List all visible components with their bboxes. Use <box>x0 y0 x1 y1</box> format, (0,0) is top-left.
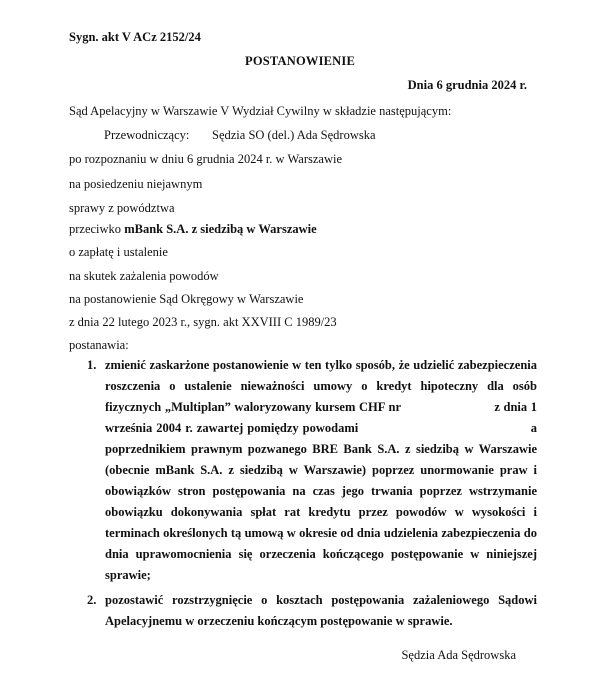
subject-line: o zapłatę i ustalenie <box>69 245 168 259</box>
case-line: sprawy z powództwa <box>69 201 175 215</box>
list-item-number: 1. <box>87 358 97 372</box>
against-party: mBank S.A. z siedzibą w Warszawie <box>124 222 317 236</box>
against-prefix: przeciwko <box>69 222 125 236</box>
list-item-text: zmienić zaskarżone postanowienie w ten tylko sposób, że udzielić zabezpieczenia roszczenia o ustalenie nieważności umowy o kredyt hipoteczny dla osób fizycznych „Multiplan” waloryzowany kursem CHF nr z dnia 1 września 2004 r. zawartej pomiędzy powodami a poprzednikiem prawnym pozwanego BRE Bank S.A. z siedzibą w Warszawie (obecnie mBank S.A. z siedzibą w Warszawie) poprzez unormowanie praw i obowiązków stron postępowania na czas jego trwania poprzez wstrzymanie obowiązku dokonywania spłat rat kredytu przez powodów w wysokości i terminach określonych tą umową w okresie od dnia udzielenia zabezpieczenia do dnia uprawomocnienia się orzeczenia kończącego postępowanie w niniejszej sprawie; <box>105 358 541 582</box>
decision-date-line: z dnia 22 lutego 2023 r., sygn. akt XXVIII C 1989/23 <box>69 315 337 329</box>
presiding-label: Przewodniczący: <box>104 128 190 142</box>
judge-signature: Sędzia Ada Sędrowska <box>401 648 516 662</box>
list-item <box>69 355 541 586</box>
document-title: POSTANOWIENIE <box>244 54 356 68</box>
list-item <box>69 590 537 632</box>
court-line: Sąd Apelacyjny w Warszawie V Wydział Cywilny w składzie następującym: <box>69 104 452 118</box>
document-date: Dnia 6 grudnia 2024 r. <box>407 78 527 92</box>
list-item-text: pozostawić rozstrzygnięcie o kosztach postępowania zażaleniowego Sądowi Apelacyjnemu w orzeczeniu kończącym postępowanie w sprawie. <box>105 593 537 628</box>
decision-ref-line: na postanowienie Sąd Okręgowy w Warszawie <box>69 292 304 306</box>
appeal-line: na skutek zażalenia powodów <box>69 269 219 283</box>
list-item-number: 2. <box>87 593 97 607</box>
session-line: na posiedzeniu niejawnym <box>69 177 203 191</box>
review-line: po rozpoznaniu w dniu 6 grudnia 2024 r. w Warszawie <box>69 152 343 166</box>
case-signature: Sygn. akt V ACz 2152/24 <box>69 30 201 44</box>
rules-line: postanawia: <box>69 338 129 352</box>
against-line <box>69 222 317 237</box>
presiding-name: Sędzia SO (del.) Ada Sędrowska <box>212 128 376 142</box>
decision-list <box>69 355 541 632</box>
